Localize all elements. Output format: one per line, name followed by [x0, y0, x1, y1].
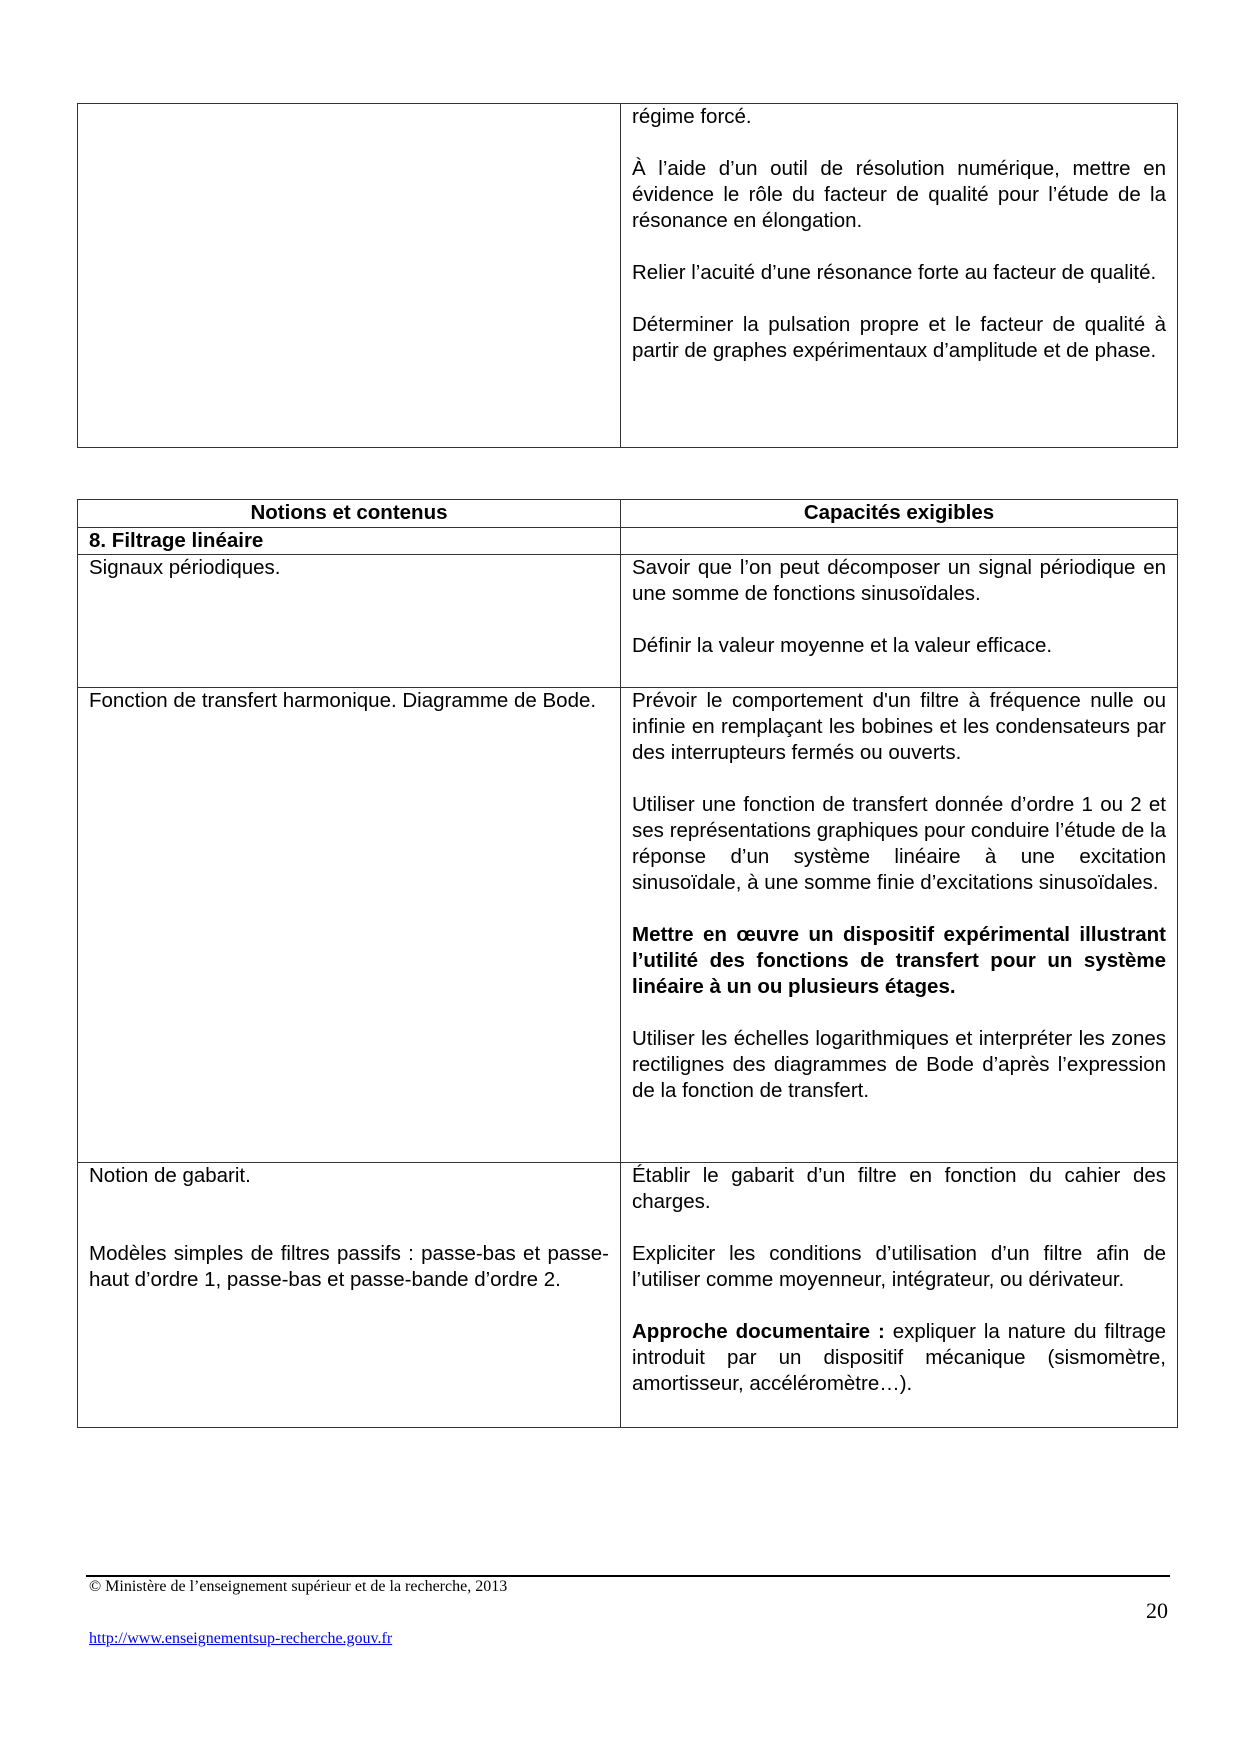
doc-text: expliquer la nature du filtrage introduit par un dispositif mécanique (sismomètre, amortisseur, accéléromètre…). — [632, 1320, 1167, 1395]
notion-text: Signaux périodiques. — [78, 555, 621, 688]
footer-link[interactable]: http://www.enseignementsup-recherche.gouv.fr — [89, 1630, 393, 1647]
table-row — [78, 555, 1178, 688]
cap-text: Expliciter les conditions d’utilisation d’un filtre afin de l’utiliser comme moyenneur, intégrateur, ou dérivateur. — [632, 1242, 1166, 1291]
notion-text: Notion de gabarit. — [89, 1164, 251, 1187]
page-number: 20 — [1146, 1598, 1168, 1623]
cap-text: Utiliser une fonction de transfert donnée d’ordre 1 ou 2 et ses représentations graphiques pour conduire l’étude de la réponse d’un système linéaire à une excitation sinusoïdale, à une somme finie d’excitations sinusoïdales. — [632, 793, 1166, 894]
copyright: © Ministère de l’enseignement supérieur et de la recherche, 2013 — [89, 1578, 508, 1595]
doc-label: Approche documentaire : — [632, 1320, 885, 1343]
cap-text: Prévoir le comportement d'un filtre à fréquence nulle ou infinie en remplaçant les bobines et les condensateurs par des interrupteurs fermés ou ouverts. — [632, 689, 1166, 764]
table-continuation — [77, 103, 1178, 448]
table-filtrage — [77, 499, 1178, 1428]
cap-text: Déterminer la pulsation propre et le facteur de qualité à partir de graphes expérimentaux d’amplitude et de phase. — [632, 313, 1166, 362]
cap-text: régime forcé. — [632, 105, 752, 128]
notion-text: Fonction de transfert harmonique. Diagramme de Bode. — [78, 688, 621, 1163]
footer-divider — [86, 1575, 1170, 1577]
section-row — [78, 528, 1178, 555]
cap-text-bold: Mettre en œuvre un dispositif expérimental illustrant l’utilité des fonctions de transfert pour un système linéaire à un ou plusieurs étages. — [632, 923, 1166, 998]
cap-text: À l’aide d’un outil de résolution numérique, mettre en évidence le rôle du facteur de qualité pour l’étude de la résonance en élongation. — [632, 157, 1166, 232]
table-row — [78, 688, 1178, 1163]
cap-text: Utiliser les échelles logarithmiques et interpréter les zones rectilignes des diagrammes de Bode d’après l’expression de la fonction de transfert. — [632, 1027, 1166, 1102]
cap-text — [632, 1319, 1166, 1397]
header-row — [78, 500, 1178, 528]
capacites-cell — [621, 104, 1178, 448]
cap-text: Définir la valeur moyenne et la valeur efficace. — [632, 634, 1053, 657]
cap-text: Établir le gabarit d’un filtre en fonction du cahier des charges. — [632, 1164, 1166, 1213]
table-row — [78, 104, 1178, 448]
empty-cell — [621, 528, 1178, 555]
header-notions: Notions et contenus — [78, 500, 621, 528]
cap-text: Savoir que l’on peut décomposer un signal périodique en une somme de fonctions sinusoïdales. — [632, 556, 1166, 605]
notion-text: Modèles simples de filtres passifs : passe-bas et passe-haut d’ordre 1, passe-bas et passe-bande d’ordre 2. — [89, 1242, 609, 1291]
section-title: 8. Filtrage linéaire — [78, 528, 621, 555]
header-capacites: Capacités exigibles — [621, 500, 1178, 528]
cap-text: Relier l’acuité d’une résonance forte au facteur de qualité. — [632, 261, 1157, 284]
notions-cell — [78, 104, 621, 448]
table-row — [78, 1163, 1178, 1428]
